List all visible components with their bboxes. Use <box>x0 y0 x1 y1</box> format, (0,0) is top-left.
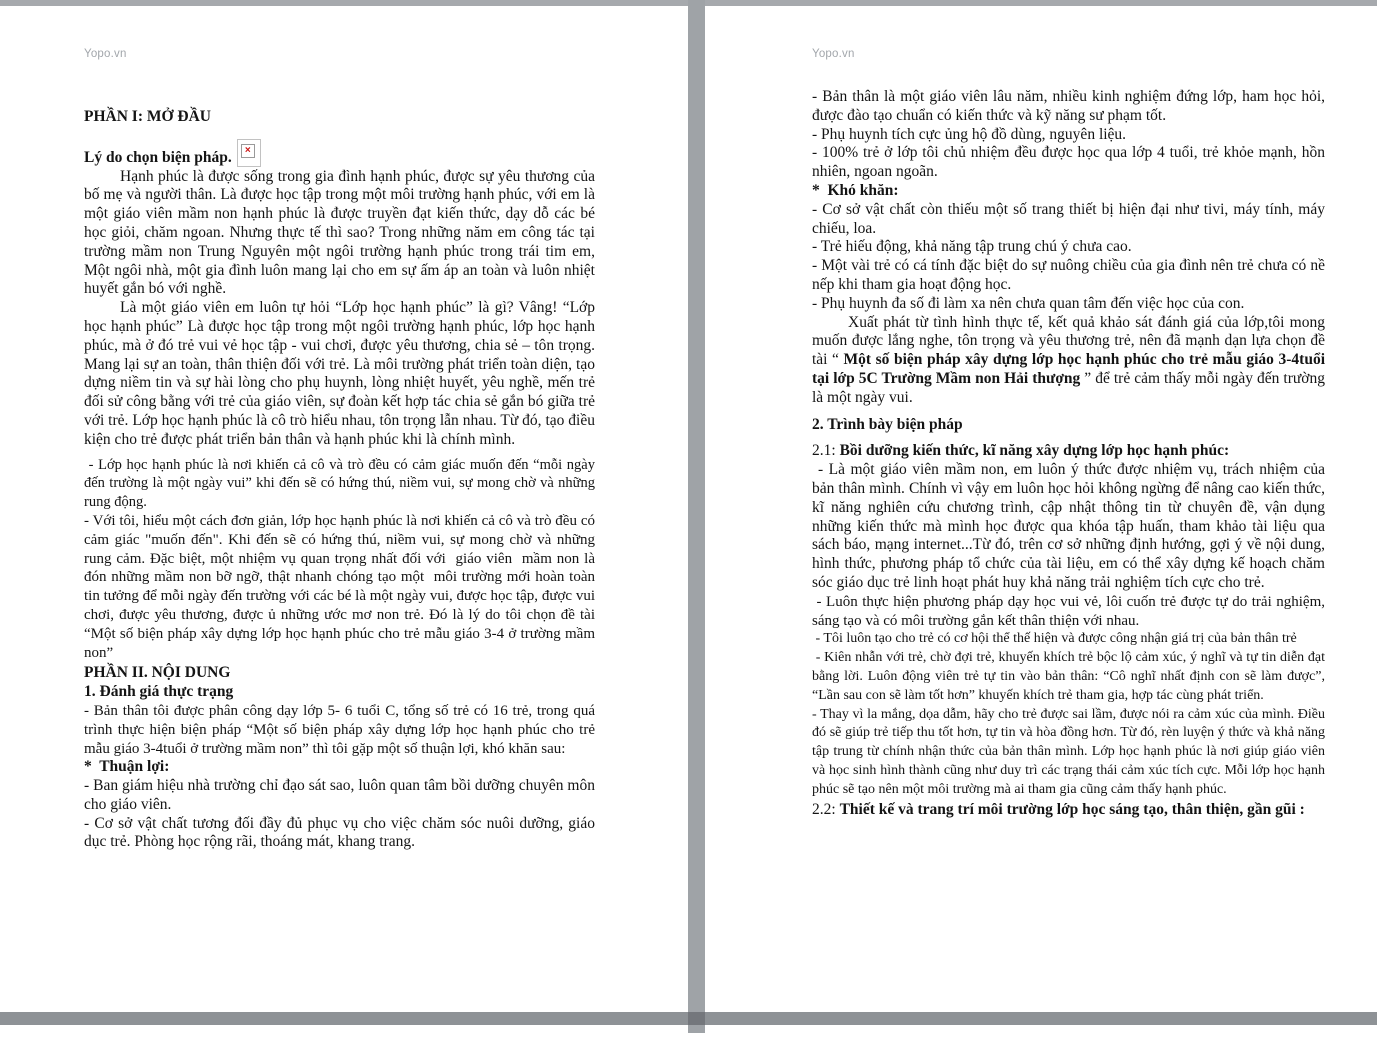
document-paragraph <box>84 777 595 815</box>
text-run: Lý do chọn biện pháp. <box>84 148 232 166</box>
document-heading <box>812 416 1325 435</box>
broken-image-x-glyph: × <box>241 144 255 158</box>
text-run: - 100% trẻ ở lớp tôi chủ nhiệm đều được học qua lớp 4 tuổi, trẻ khỏe mạnh, hồn nhiên, ngoan ngoãn. <box>812 144 1325 181</box>
document-paragraph <box>812 706 1325 800</box>
text-run: PHẦN II. NỘI DUNG <box>84 664 231 682</box>
text-run: Một số biện pháp xây dựng lớp học hạnh phúc cho trẻ mẫu giáo 3-4tuổi tại lớp 5C Trường Mầm non Hải thượng <box>812 351 1325 387</box>
document-paragraph <box>812 201 1325 239</box>
text-run: 1. Đánh giá thực trạng <box>84 683 234 701</box>
document-paragraph <box>812 295 1325 314</box>
document-paragraph <box>812 593 1325 631</box>
text-run: - Kiên nhẫn với trẻ, chờ đợi trẻ, khuyến khích trẻ bộc lộ cảm xúc, ý nghĩ và tự tin diễn đạt bằng lời. Luôn động viên trẻ tự tin vào bản thân: “Cô nghĩ nhất định con sẽ làm được”, “Lần sau con sẽ làm tốt hơn” khuyến khích trẻ tham gia, hợp tác cùng phát triển. <box>812 650 1325 703</box>
document-heading <box>84 758 595 777</box>
text-run: - Một vài trẻ có cá tính đặc biệt do sự nuông chiều của gia đình nên trẻ chưa có nề nếp khi tham gia hoạt động học. <box>812 257 1325 293</box>
document-paragraph <box>812 649 1325 705</box>
document-paragraph <box>812 257 1325 295</box>
text-run: * Khó khăn: <box>812 181 899 199</box>
document-paragraph <box>84 512 595 662</box>
document-heading <box>812 801 1325 820</box>
document-paragraph <box>84 456 595 512</box>
document-paragraph <box>812 88 1325 126</box>
text-run: PHẦN I: MỞ ĐẦU <box>84 108 211 125</box>
broken-image-icon <box>237 139 261 167</box>
text-run: Thiết kế và trang trí môi trường lớp học sáng tạo, thân thiện, gần gũi : <box>839 801 1305 819</box>
document-paragraph <box>812 630 1325 649</box>
document-heading <box>84 108 595 127</box>
text-run: - Cơ sở vật chất còn thiếu một số trang thiết bị hiện đại như tivi, máy tính, máy chiếu, loa. <box>812 200 1325 237</box>
document-heading <box>84 664 595 683</box>
document-paragraph <box>84 299 595 449</box>
document-paragraph <box>812 238 1325 257</box>
text-run: - Tôi luôn tạo cho trẻ có cơ hội thể thế hiện và được công nhận giá trị của bản thân trẻ <box>812 631 1297 647</box>
document-paragraph <box>812 144 1325 182</box>
text-run: - Trẻ hiếu động, khả năng tập trung chú ý chưa cao. <box>812 238 1132 256</box>
text-run: - Phụ huynh tích cực ủng hộ đồ dùng, nguyên liệu. <box>812 125 1127 143</box>
page-right-content <box>812 88 1325 820</box>
document-heading <box>84 139 595 168</box>
text-run: 2.2: <box>812 801 840 819</box>
text-run: 2. Trình bày biện pháp <box>812 415 963 433</box>
text-run: - Bản thân là một giáo viên lâu năm, nhiều kinh nghiệm đứng lớp, ham học hỏi, được đào tạo chuẩn có kiến thức và kỹ năng sư phạm tốt. <box>812 88 1325 124</box>
document-heading <box>812 442 1325 461</box>
text-run: Xuất phát từ tình hình thực tế, kết quả khảo sát đánh giá của lớp,tôi mong muốn được lắng nghe, tôn trọng và yêu thương trẻ, nên đã mạnh dạn lựa chọn đề tài “ <box>812 313 1325 369</box>
text-run: - Thay vì la mắng, dọa dẫm, hãy cho trẻ được sai lầm, được nói ra cảm xúc của mình. Điều đó sẽ giúp trẻ tiếp thu tốt hơn, tự tin và hòa đồng hơn. Từ đó, rèn luyện ý thức và khả năng tập trung từ chính nhận thức của bản thân mình. Lớp học hạnh phúc là nơi giúp giáo viên và học sinh hình thành cũng như duy trì các trạng thái cảm xúc tích cực. Mỗi lớp học hạnh phúc sẽ tạo nên một môi trường mà ai tham gia cũng cảm thấy hạnh phúc. <box>812 706 1325 797</box>
text-run: - Phụ huynh đa số đi làm xa nên chưa quan tâm đến việc học của con. <box>812 294 1245 312</box>
text-run: - Với tôi, hiểu một cách đơn giản, lớp học hạnh phúc là nơi khiến cả cô và trò đều có cảm giác "muốn đến". Khi đến sẽ có hứng thú, niềm vui, sự mong chờ và những rung cảm. Đặc biệt, một nhiệm vụ quan trọng nhất đối với giáo viên mầm non là đón những mầm non bỡ ngỡ, thật nhanh chóng tạo một môi trường mới hoàn toàn tin tưởng để mỗi ngày đến trường với các bé là một ngày vui, được học tập, được vui chơi, được yêu thương, được ủ những ước mơ non trẻ. Đó là lý do tôi chọn đề tài “Một số biện pháp xây dựng lớp học hạnh phúc cho trẻ mẫu giáo 3-4 ở trường mầm non” <box>84 512 595 661</box>
text-run: - Luôn thực hiện phương pháp dạy học vui vẻ, lôi cuốn trẻ được tự do trải nghiệm, sáng tạo và có môi trường gắn kết thân thiện với nhau. <box>812 593 1325 629</box>
page-left-content <box>84 108 595 852</box>
text-run: - Cơ sở vật chất tương đối đầy đủ phục vụ cho việc chăm sóc nuôi dưỡng, giáo dục trẻ. Phòng học rộng rãi, thoáng mát, khang trang. <box>84 814 595 851</box>
watermark-right: Yopo.vn <box>812 48 855 60</box>
document-paragraph <box>812 126 1325 145</box>
text-run: Là một giáo viên em luôn tự hỏi “Lớp học hạnh phúc” là gì? Vâng! “Lớp học hạnh phúc” Là được học tập trong một ngôi trường hạnh phúc, lớp học hạnh phúc, mà ở đó trẻ vui vẻ học tập - vui chơi, được yêu thương, chia sẻ – tôn trọng. Mang lại sự an toàn, thân thiện đối với trẻ. Là môi trường phát triển toàn diện, tạo dựng niềm tin và sự hài lòng cho phụ huynh, lòng nhiệt huyết, yêu nghề, mến trẻ đối sử công bằng với trẻ của giáo viên, sự đoàn kết hợp tác chia sẻ gắn bó giữa trẻ với trẻ. Lớp học hạnh phúc là cô trò hiểu nhau, tôn trọng lẫn nhau. Từ đó, tạo điều kiện cho trẻ được phát triển bản thân và hạnh phúc khi là chính mình. <box>84 299 595 448</box>
document-heading <box>84 683 595 702</box>
text-run: * Thuận lợi: <box>84 758 170 776</box>
text-run: Hạnh phúc là được sống trong gia đình hạnh phúc, được sự yêu thương của bố mẹ và người thân. Là được học tập trong một môi trường hạnh phúc, với em là một giáo viên mầm non hạnh phúc là được truyền đạt kiến thức, dạy dỗ các bé học giỏi, chăm ngoan. Nhưng thực tế thì sao? Trong những năm em công tác tại trường mầm non Trung Nguyên một ngôi trường hạnh phúc trong trái tim em, Một ngôi nhà, một gia đình luôn mang lại cho em sự ấm áp an toàn và luôn nhiệt huyết gắn bó với nghề. <box>84 167 595 298</box>
text-run: Bồi dưỡng kiến thức, kĩ năng xây dựng lớp học hạnh phúc: <box>839 442 1230 460</box>
document-paragraph <box>812 314 1325 408</box>
text-run: - Ban giám hiệu nhà trường chỉ đạo sát sao, luôn quan tâm bồi dưỡng chuyên môn cho giáo viên. <box>84 777 595 813</box>
document-heading <box>812 182 1325 201</box>
document-paragraph <box>84 815 595 853</box>
text-run: 2.1: <box>812 442 840 460</box>
text-run: - Bản thân tôi được phân công dạy lớp 5- 6 tuổi C, tổng số trẻ có 16 trẻ, trong quá trình thực hiện biện pháp “Một số biện pháp xây dựng lớp học hạnh phúc cho trẻ mẫu giáo 3-4tuổi ở trường mầm non” thì tôi gặp một số thuận lợi, khó khăn sau: <box>84 702 595 757</box>
text-run: - Là một giáo viên mầm non, em luôn ý thức được nhiệm vụ, trách nhiệm của bản thân mình. Chính vì vậy em luôn học hỏi không ngừng để nâng cao kiến thức, kĩ năng nghiên cứu chương trình, cập nhật thông tin từ chuyên đề, vận dụng những kiến thức mà mình học được qua khóa tập huấn, tham khảo tài liệu qua sách báo, mạng internet...Từ đó, trên cơ sở những định hướng, gợi ý về nội dung, hình thức, phương pháp tổ chức của tài liệu, em có thể xây dựng kế hoạch chăm sóc giáo dục trẻ linh hoạt phát huy khả năng trải nghiệm tích cực cho trẻ. <box>812 461 1325 591</box>
watermark-left: Yopo.vn <box>84 48 127 60</box>
document-paragraph <box>84 702 595 758</box>
document-paragraph <box>84 168 595 300</box>
page-gap-intersection <box>688 1012 705 1025</box>
page-gap-vertical-divider <box>688 0 705 1033</box>
text-run: ” để trẻ cảm thấy mỗi ngày đến trường là một ngày vui. <box>812 369 1325 406</box>
text-run: - Lớp học hạnh phúc là nơi khiến cả cô và trò đều có cảm giác muốn đến “mỗi ngày đến trường là một ngày vui” khi đến sẽ có hứng thú, niềm vui, sự mong chờ và những rung động. <box>84 456 595 511</box>
document-paragraph <box>812 461 1325 593</box>
